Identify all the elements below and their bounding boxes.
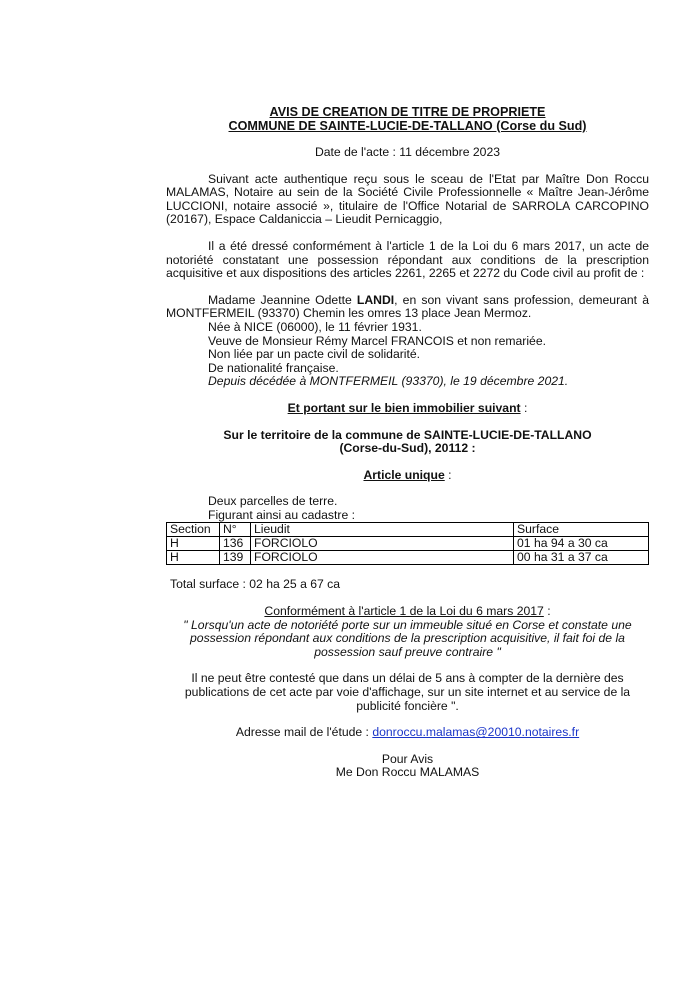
cell-section: H bbox=[167, 537, 220, 551]
conformement-heading-line bbox=[166, 605, 649, 619]
territoire-line-2: (Corse-du-Sud), 20112 : bbox=[339, 441, 476, 456]
conformement-heading: Conformément à l'article 1 de la Loi du 6 mars 2017 bbox=[264, 604, 544, 619]
cadastre-table bbox=[166, 522, 649, 565]
article-heading: Article unique bbox=[363, 467, 445, 482]
pour-avis: Pour Avis bbox=[381, 751, 434, 766]
cell-section: H bbox=[167, 551, 220, 565]
beneficiaire-nom: LANDI bbox=[356, 292, 395, 307]
paragraph-notoriete: Il a été dressé conformément à l'article 1 de la Loi du 6 mars 2017, un acte de notoriété constatant une possession répondant aux conditions de la prescription acquisitive et aux dispositions des articles 2261, 2265 et 2272 du Code civil au profit de : bbox=[166, 238, 649, 281]
parcelles-text: Deux parcelles de terre. bbox=[208, 494, 338, 509]
conformement-colon: : bbox=[543, 604, 551, 619]
email-link[interactable]: donroccu.malamas@20010.notaires.fr bbox=[372, 725, 580, 740]
beneficiaire-naissance: Née à NICE (06000), le 11 février 1931. bbox=[208, 319, 422, 334]
table-row bbox=[167, 537, 649, 551]
header-surface: Surface bbox=[514, 523, 649, 537]
signataire: Me Don Roccu MALAMAS bbox=[335, 765, 480, 780]
table-row bbox=[167, 551, 649, 565]
date-acte: Date de l'acte : 11 décembre 2023 bbox=[314, 145, 501, 159]
article-colon: : bbox=[444, 467, 452, 482]
article-heading-line bbox=[166, 469, 649, 483]
cell-lieudit: FORCIOLO bbox=[251, 537, 514, 551]
cell-surface: 01 ha 94 a 30 ca bbox=[514, 537, 649, 551]
contestation-text: Il ne peut être contesté que dans un délai de 5 ans à compter de la dernière des publications de cet acte par voie d'affichage, sur un site internet et au service de la publicité foncière ". bbox=[184, 671, 631, 713]
territoire-line-1: Sur le territoire de la commune de SAINTE-LUCIE-DE-TALLANO bbox=[223, 427, 592, 442]
beneficiaire-prefix: Madame Jeannine Odette bbox=[208, 292, 357, 307]
bien-heading-line bbox=[166, 402, 649, 416]
header-lieudit: Lieudit bbox=[251, 523, 514, 537]
beneficiaire-suffix: , en son vivant sans profession, demeurant à MONTFERMEIL (93370) Chemin les omres 13 place Jean Mermoz. bbox=[166, 292, 649, 321]
beneficiaire-deces: Depuis décédée à MONTFERMEIL (93370), le 19 décembre 2021. bbox=[208, 374, 569, 389]
beneficiaire-nationalite: De nationalité française. bbox=[208, 360, 339, 375]
bien-heading: Et portant sur le bien immobilier suivant bbox=[287, 400, 521, 415]
beneficiaire-identity bbox=[166, 294, 649, 321]
total-surface: Total surface : 02 ha 25 a 67 ca bbox=[170, 577, 341, 592]
title-line-1: AVIS DE CREATION DE TITRE DE PROPRIETE bbox=[269, 105, 546, 119]
beneficiaire-pacs: Non liée par un pacte civil de solidarité. bbox=[208, 347, 421, 362]
cell-numero: 136 bbox=[220, 537, 251, 551]
figurant-text: Figurant ainsi au cadastre : bbox=[208, 507, 356, 522]
cell-lieudit: FORCIOLO bbox=[251, 551, 514, 565]
beneficiaire-veuve: Veuve de Monsieur Rémy Marcel FRANCOIS et non remariée. bbox=[208, 333, 546, 348]
document-content bbox=[166, 105, 649, 780]
bien-colon: : bbox=[520, 400, 528, 415]
paragraph-notaire: Suivant acte authentique reçu sous le sceau de l'Etat par Maître Don Roccu MALAMAS, Notaire au sein de la Société Civile Professionnelle « Maître Jean-Jérôme LUCCIONI, notaire associé », titulaire de l'Office Notarial de SARROLA CARCOPINO (20167), Espace Caldaniccia – Lieudit Pernicaggio, bbox=[166, 171, 649, 227]
adresse-line bbox=[166, 726, 649, 740]
cell-numero: 139 bbox=[220, 551, 251, 565]
cell-surface: 00 ha 31 a 37 ca bbox=[514, 551, 649, 565]
title-line-2: COMMUNE DE SAINTE-LUCIE-DE-TALLANO (Corse du Sud) bbox=[228, 119, 587, 133]
citation-loi: " Lorsqu'un acte de notoriété porte sur un immeuble situé en Corse et constate une possession répondant aux conditions de la prescription acquisitive, il fait foi de la possession sauf preuve contraire " bbox=[183, 617, 632, 659]
cadastre-header-row bbox=[167, 523, 649, 537]
adresse-label: Adresse mail de l'étude : bbox=[235, 725, 373, 740]
header-numero: N° bbox=[220, 523, 251, 537]
header-section: Section bbox=[167, 523, 220, 537]
